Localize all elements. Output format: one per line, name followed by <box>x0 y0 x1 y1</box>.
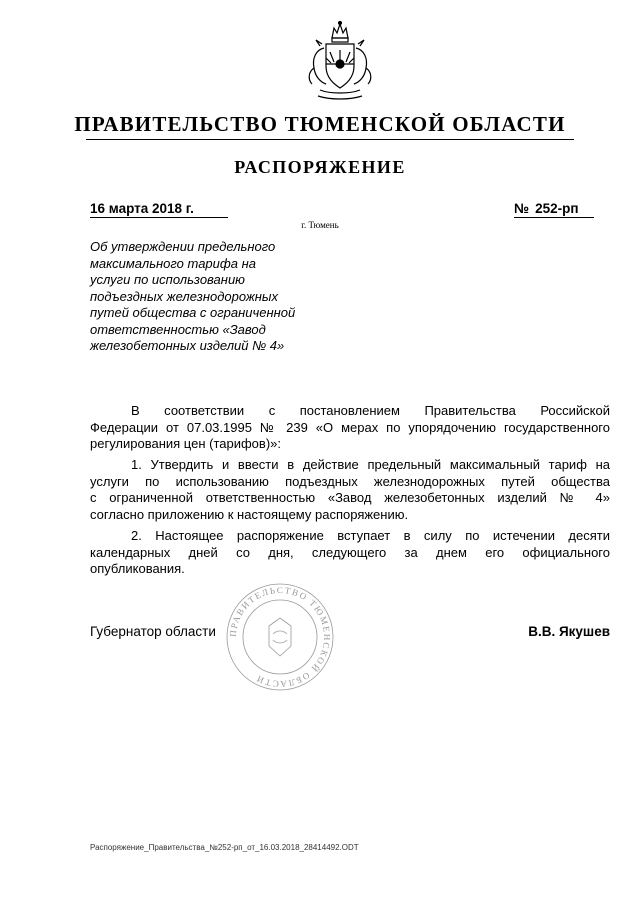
subject-line: Об утверждении предельного <box>90 239 276 254</box>
document-subject <box>90 239 330 355</box>
paragraph-line: Федерации от 07.03.1995 № 239 «О мерах по упорядочению государственного <box>90 419 610 435</box>
signatory-title: Губернатор области <box>90 624 216 639</box>
header-divider <box>86 139 574 140</box>
number-sign: № <box>514 201 530 216</box>
paragraph-line: опубликования. <box>90 561 185 576</box>
body-paragraph-1 <box>90 403 610 453</box>
city-label: г. Тюмень <box>301 220 339 230</box>
document-type: РАСПОРЯЖЕНИЕ <box>234 157 406 177</box>
footer-filename: Распоряжение_Правительства_№252-рп_от_16.03.2018_28414492.ODT <box>90 843 359 852</box>
document-number-value: 252-рп <box>535 201 579 216</box>
paragraph-line: регулирования цен (тарифов)»: <box>90 436 281 451</box>
paragraph-line: 2. Настоящее распоряжение вступает в силу по истечении десяти <box>131 528 610 543</box>
subject-line: подъездных железнодорожных <box>90 288 278 304</box>
paragraph-line: с ограниченной ответственностью «Завод железобетонных изделий № 4» <box>90 490 610 505</box>
subject-line: максимального тарифа на <box>90 255 256 271</box>
coat-of-arms-emblem <box>298 18 382 102</box>
document-date-value: 16 марта 2018 г. <box>90 201 194 216</box>
paragraph-line: В соответствии с постановлением Правительства Российской <box>131 403 610 418</box>
paragraph-line: календарных дней со дня, следующего за днем его официального <box>90 544 610 560</box>
subject-line: путей общества с ограниченной <box>90 305 296 320</box>
subject-line: железобетонных изделий № 4» <box>90 338 285 353</box>
svg-text:ПРАВИТЕЛЬСТВО ТЮМЕНСКОЙ ОБЛАСТ <box>228 585 332 689</box>
body-paragraph-2 <box>90 457 610 523</box>
body-paragraph-3 <box>90 528 610 578</box>
official-seal-stamp <box>225 582 335 692</box>
subject-line: ответственностью «Завод <box>90 321 266 337</box>
document-date <box>90 201 228 218</box>
paragraph-line: услуги по использованию подъездных железнодорожных путей общества <box>90 473 610 489</box>
paragraph-line: 1. Утвердить и ввести в действие предельный максимальный тариф на <box>131 457 610 472</box>
paragraph-line: согласно приложению к настоящему распоряжению. <box>90 506 409 522</box>
organization-title: ПРАВИТЕЛЬСТВО ТЮМЕНСКОЙ ОБЛАСТИ <box>74 112 566 136</box>
seal-text: ПРАВИТЕЛЬСТВО ТЮМЕНСКОЙ ОБЛАСТИ <box>227 584 333 690</box>
signatory-name: В.В. Якушев <box>528 624 610 639</box>
subject-line: услуги по использованию <box>90 272 245 287</box>
document-number <box>514 201 594 218</box>
